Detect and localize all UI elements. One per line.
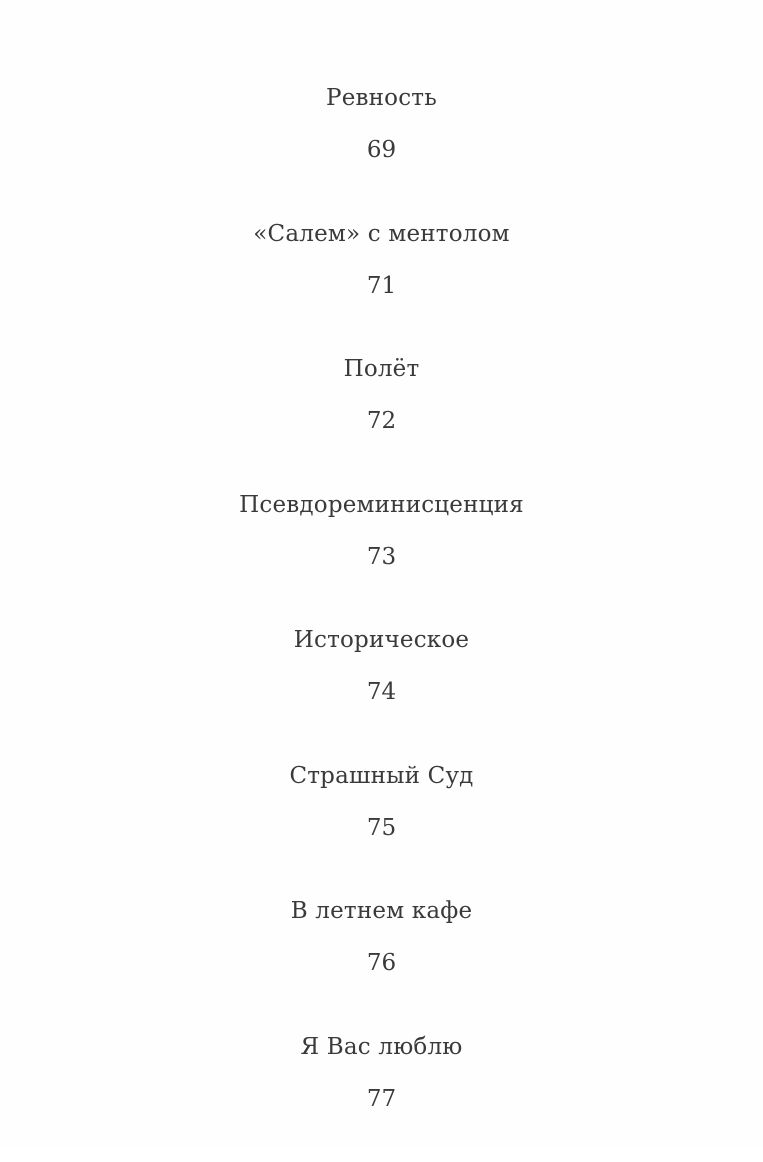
toc-entry-title: «Салем» с ментолом [0,214,763,254]
toc-entry-page-number: 69 [0,130,763,170]
toc-entry [0,1027,763,1162]
toc-entry [0,214,763,350]
toc-entry-page-number: 72 [0,401,763,441]
toc-entry-page-number: 73 [0,537,763,577]
toc-entry [0,485,763,621]
toc-entry-title: Псевдореминисценция [0,485,763,525]
toc-entry-page-number: 77 [0,1079,763,1119]
toc-entry-title: Ревность [0,78,763,118]
toc-entry-title: Я Вас люблю [0,1027,763,1067]
toc-entry-page-number: 75 [0,808,763,848]
toc-entry-title: Полёт [0,349,763,389]
toc-entry-page-number: 74 [0,672,763,712]
toc-entry-page-number: 71 [0,266,763,306]
toc-entry [0,78,763,214]
toc-entry-page-number: 76 [0,943,763,983]
toc-entry-title: В летнем кафе [0,891,763,931]
toc-entry [0,349,763,485]
toc-entry [0,620,763,756]
toc-entry [0,891,763,1027]
toc-entry [0,756,763,892]
toc-entry-title: Историческое [0,620,763,660]
table-of-contents [0,78,763,1162]
toc-entry-title: Страшный Суд [0,756,763,796]
